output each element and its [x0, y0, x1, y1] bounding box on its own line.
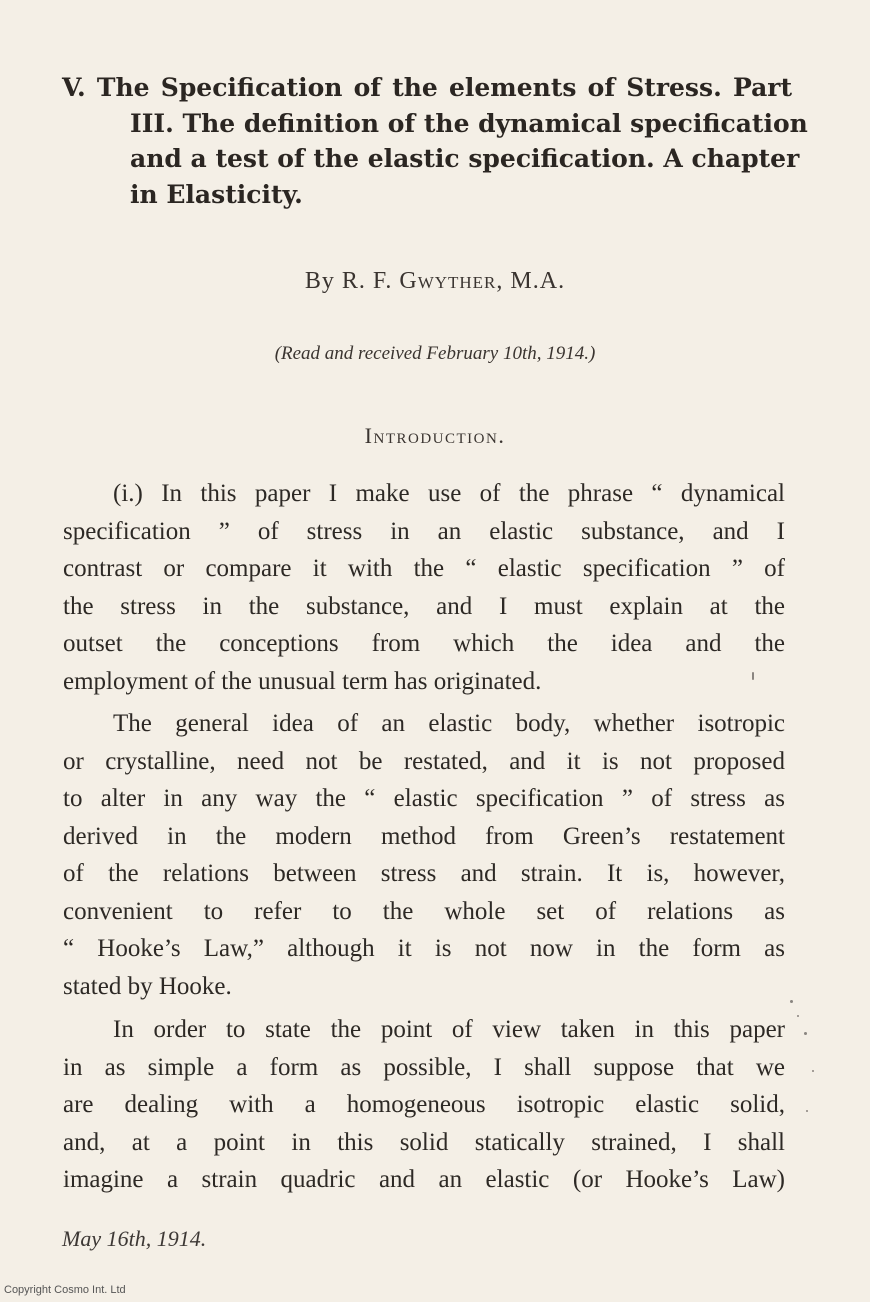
footer-date: May 16th, 1914. [62, 1226, 207, 1251]
paper-speck [812, 1070, 814, 1072]
paper-speck [797, 1015, 799, 1017]
copyright-watermark: Copyright Cosmo Int. Ltd [4, 1284, 126, 1296]
title-line-2: III. The definition of the dynamical specification [130, 108, 808, 138]
read-received-note: (Read and received February 10th, 1914.) [274, 343, 596, 364]
text-line: stated by Hooke. [63, 972, 232, 1000]
text-line: the stress in the substance, and I must explain at the [63, 592, 785, 620]
title-line-3: and a test of the elastic specification. A chapter [130, 144, 800, 173]
text-line: “ Hooke’s Law,” although it is not now in the form as [63, 935, 785, 962]
paper-speck [790, 1000, 793, 1003]
text-line: or crystalline, need not be restated, and it is not proposed [63, 747, 785, 775]
paper-title [62, 70, 808, 212]
text-line: employment of the unusual term has originated. [63, 667, 542, 695]
paragraph-3 [63, 1011, 785, 1199]
text-line: derived in the modern method from Green’s restatement [63, 822, 785, 850]
title-line-4: in Elasticity. [130, 179, 303, 209]
text-line: specification ” of stress in an elastic substance, and I [63, 517, 785, 545]
text-line: outset the conceptions from which the idea and the [63, 630, 785, 657]
text-line: are dealing with a homogeneous isotropic elastic solid, [63, 1091, 785, 1118]
text-line: of the relations between stress and strain. It is, however, [63, 860, 785, 887]
paper-speck [752, 672, 754, 680]
title-line-1: V. The Specification of the elements of Stress. Part [62, 73, 792, 102]
section-heading: Introduction. [364, 423, 506, 448]
text-line: convenient to refer to the whole set of relations as [63, 897, 785, 925]
text-line: imagine a strain quadric and an elastic (or Hooke’s Law) [63, 1166, 785, 1193]
text-line: and, at a point in this solid statically strained, I shall [63, 1128, 785, 1156]
byline [0, 268, 870, 295]
byline-prefix: By [304, 268, 335, 294]
text-line: in as simple a form as possible, I shall suppose that we [63, 1053, 785, 1081]
author-name: R. F. Gwyther, M.A. [341, 268, 566, 294]
paragraph-1 [63, 475, 785, 700]
text-line: contrast or compare it with the “ elastic specification ” of [63, 555, 785, 582]
text-line: to alter in any way the “ elastic specification ” of stress as [63, 785, 785, 812]
text-line: (i.) In this paper I make use of the phrase “ dynamical [113, 480, 785, 507]
paragraph-2 [63, 705, 785, 1005]
text-line: In order to state the point of view taken in this paper [113, 1016, 785, 1043]
text-line: The general idea of an elastic body, whether isotropic [113, 710, 785, 737]
paper-speck [804, 1032, 807, 1035]
paper-speck [806, 1110, 808, 1112]
